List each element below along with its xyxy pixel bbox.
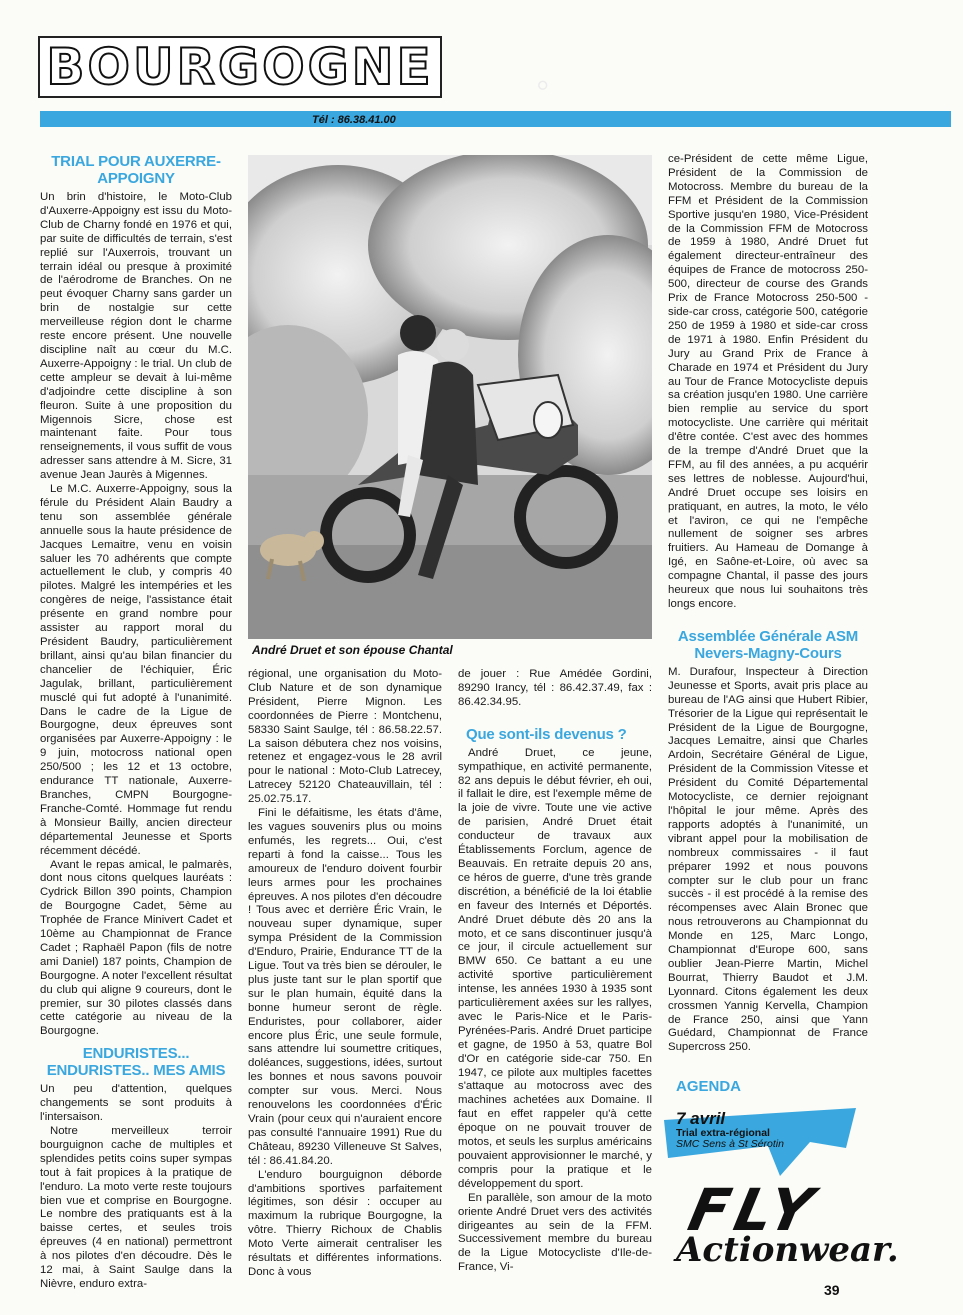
agenda-event: Trial extra-régional	[676, 1126, 770, 1139]
header-phone: Tél : 86.38.41.00	[312, 114, 396, 126]
paragraph: de jouer : Rue Amédée Gordini, 89290 Irancy, tél : 86.42.37.49, fax : 86.42.34.95.	[458, 668, 652, 708]
heading-assemblee: Assemblée Générale ASM Nevers-Magny-Cours	[677, 627, 859, 662]
agenda-entry	[676, 1110, 784, 1150]
paragraph: L'enduro bourguignon déborde d'ambitions sportives parfaitement légitimes, son désir : occuper au maximum la rubrique Bourgogne, la vôtre. Thierry Richoux de Chablis Moto Verte aimerait centraliser les résultats et différentes informations. Donc à vous	[248, 1168, 442, 1278]
paragraph: Un brin d'histoire, le Moto-Club d'Auxerre-Appoigny est issu du Moto-Club de Charny fondé en 1976 et qui, par suite de difficultés de terrain, s'est replié sur l'Auxerrois, trouvant un terrain idéal ou presque à proximité de l'aérodrome de Branches. On ne peut évoquer Charny sans garder un brin de nostalgie sur cette merveilleuse région dont le charme reste encore présent. Une nouvelle discipline naît au cœur du M.C. Auxerre-Appoigny : le trial. Un club de cette ampleur se devait à lui-même d'adjoindre cette discipline à son fleuron. Suite à une proposition du Migennois Sicre, chose est maintenant faite. Pour tous renseignements, il vous suffit de vous adresser sans attendre à M. Sicre, 31 avenue Jean Jaurès à Migennes.	[40, 191, 232, 482]
paragraph: Fini le défaitisme, les états d'âme, les vagues souvenirs plus ou moins enfumés, les regrets... Oui, c'est reparti à fond la caisse... Tous les amoureux de l'enduro doivent fourbir leurs armes pour les prochaines épreuves. A nos pilotes d'en découdre ! Tous avec et derrière Éric Vrain, le nouveau super dynamique, super sympa Président de la Commission d'Enduro, Prairie, Endurance TT de la Ligue. Tout va très bien se dérouler, le plus juste tant sur le plan sportif que sur le plan humain, équité dans la bonne humeur seront de règle. Enduristes, pour collaborer, aider encore plus Éric, une seule formule, sans attendre lui soumettre critiques, doléances, suggestions, idées, surtout les bonnes et nous savons pouvoir compter sur vous. Merci. Nous renouvelons les coordonnées d'Éric Vrain (pour ceux qui n'auraient encore pas consulté l'annuaire 1991) Rue du Château, 89230 Villeneuve St Salves, tél : 86.41.84.20.	[248, 807, 442, 1167]
photo-caption: André Druet et son épouse Chantal	[252, 643, 453, 657]
column-4	[668, 153, 868, 1055]
bleed-through-text: ◦	[536, 64, 552, 106]
title-box	[38, 36, 442, 98]
heading-trial: TRIAL POUR AUXERRE-APPOIGNY	[51, 153, 221, 187]
paragraph: Un peu d'attention, quelques changements se sont produits à l'intersaison.	[40, 1083, 232, 1124]
paragraph: M. Durafour, Inspecteur à Direction Jeunesse et Sports, avait pris place au bureau de l'AG ainsi que Hubert Ribier, Trésorier de la Ligue qui représentait le Président de la Ligue de Bourgogne, Jacques Lemaitre, ainsi que Charles Ardoin, Secrétaire Général de Ligue, Président de la Commission Vitesse et Président du Comité Départemental Motocycliste, ce dernier rejoignant l'hôpital le jour même. Après des rapports adoptés à l'unanimité, un vibrant appel pour la mobilisation de nombreux commissaires - il faut préparer 1992 et nous pouvons compter sur le club pour un franc succès - il est procédé à la remise des récompenses avec Alain Bronec que nous retrouverons au Championnat du Monde en 125, Marc Longo, Championnat d'Europe 600, sans oublier Jean-Pierre Martin, Michel Bourrat, Thierry Baudot et J.M. Lyonnard. Citons également les deux crossmen Yannig Kervella, Champion de France 250, ainsi que Yann Guédard, Championnat de France Supercross 250.	[668, 665, 868, 1054]
column-1	[40, 153, 232, 1292]
page-number: 39	[824, 1282, 840, 1298]
paragraph: ce-Président de cette même Ligue, Président de la Commission de Motocross. Membre du bureau de la FFM et Président de la Commission Sportive jusqu'en 1980, Vice-Président de la Commission FFM de Motocross de 1959 à 1980, André Druet fut également directeur-entraîneur des équipes de France de motocross 250-500, directeur de course des Grands Prix de France Motocross 250-500 - side-car cross, catégorie 500, catégorie 250 de 1959 à 1980 et side-car cross de 1971 à 1980. Enfin Président du Jury au Grand Prix de France à Charade en 1974 et Président du Jury au Tour de France Motocycliste depuis sa création jusqu'en 1980. Une carrière bien remplie au service du sport motocycliste. Une carrière qui méritait d'être contée. C'est avec des hommes de la trempe d'André Druet que la FFM, au fil des années, a pu acquérir ses lettres de noblesse. Aujourd'hui, André Druet occupe ses loisirs en pratiquant, en autres, la moto, le vélo et l'aviron, ce qui ne l'empêche nullement de soigner ses arbres fruitiers. Au Hameau de Domange à Igé, en Saône-et-Loire, où avec sa compagne Chantal, il passe des jours heureux que nous lui souhaitons très longs encore.	[668, 153, 868, 610]
agenda-heading: AGENDA	[676, 1078, 742, 1095]
photo-illustration	[248, 155, 652, 639]
agenda-place: SMC Sens à St Sérotin	[676, 1137, 784, 1150]
paragraph: Avant le repas amical, le palmarès, dont nous citons quelques lauréats : Cydrick Billon 390 points, Champion de Bourgogne Cadet, 5ème au Trophée de France Minivert Cadet et 10ème au Championnat de France Cadet ; Raphaël Papon (fils de notre ami Daniel) 187 points, Champion de Bourgogne. A noter l'excellent résultat du club qui aligne 9 coureurs, dont le premier, sur 30 pilotes classés dans cette catégorie au niveau de la Bourgogne.	[40, 858, 232, 1038]
photo-andre-druet	[248, 155, 652, 639]
agenda-date: 7 avril	[676, 1109, 726, 1128]
paragraph: En parallèle, son amour de la moto oriente André Druet vers des activités dirigeantes au sein de la FFM. Successivement membre du bureau de la Ligue Motocycliste d'Ile-de-France, Vi-	[458, 1191, 652, 1274]
paragraph: André Druet, ce jeune, sympathique, en activité permanente, 82 ans depuis le début février, eh oui, il fallait le dire, est l'exemple même de la joie de vivre. Toute une vie active de parisien, André Druet était conducteur de travaux aux Établissements Forclum, agence de Beauvais. En retraite depuis 20 ans, ce héros de guerre, d'une très grande discrétion, a bénéficié de la loi établie en faveur des Internés et Déportés. André Druet débute dès 20 ans la moto, et ce sans discontinuer jusqu'à ce jour, il circule actuellement sur BMW 650. Ce battant a eu une activité sportive particulièrement intense, les années 1930 à 1935 sont particulièrement axées sur les rallyes, avec le Paris-Nice et le Paris-Pyrénées-Paris. André Druet participe et gagne, de 1950 à 53, quatre Bol d'Or en catégorie side-car 750. En 1947, ce pilote aux multiples facettes s'attaque au motocross avec des machines achetées aux Domaine. Il faut en effet rappeler qu'à cette époque on ne pouvait trouver de motos, et seuls les surplus américains pouvaient approvisionner le marché, y compris pour la pratique et le développement du sport.	[458, 746, 652, 1190]
paragraph: Le M.C. Auxerre-Appoigny, sous la férule du Président Alain Baudry a tenu son assemblée générale annuelle sous la haute présidence de Jacques Lemaitre, venu en voisin saluer les 70 adhérents que compte actuellement le club, y compris 40 pilotes. Malgré les intempéries et les congères de neige, l'assistance était présente en grand nombre pour assister au rapport moral du Président Baudry, particulièrement brillant, ainsi qu'au bilan financier du chancelier de l'échiquier, Éric Jagulak, brillant, particulièrement musclé qui fut adopté à l'unanimité. Dans le cadre de la Ligue de Bourgogne, deux épreuves sont organisées par Auxerre-Appoigny : le 9 juin, motocross national open 250/500 ; les 12 et 13 octobre, endurance TT nationale, Auxerre-Branches, CMPN Bourgogne-Franche-Comté. Hommage fut rendu à Monsieur Bailly, ancien directeur départemental Jeunesse et Sports récemment décédé.	[40, 483, 232, 857]
heading-que-sont-ils: Que sont-ils devenus ?	[466, 725, 627, 743]
header-blue-bar	[40, 111, 951, 127]
paragraph: régional, une organisation du Moto-Club Nature et de son dynamique Président, Pierre Mignon. Les coordonnées de Pierre : Montchenu, 58330 Saint Saulge, tél : 86.58.22.57. La saison débutera chez nos voisins, retenez et engagez-vous le 28 avril pour le national : Moto-Club Latrecey, Latrecey 52120 Chateauvillain, tél : 25.02.75.17.	[248, 668, 442, 806]
column-3	[458, 668, 652, 1275]
fly-logo: FLY	[682, 1176, 825, 1244]
column-2	[248, 668, 442, 1280]
fly-tagline: Actionwear.	[676, 1230, 899, 1270]
heading-enduro: ENDURISTES... ENDURISTES.. MES AMIS	[46, 1045, 226, 1080]
paragraph: Notre merveilleux terroir bourguignon cache de multiples et splendides petits coins super sympas tout à fait propices à la pratique de l'enduro. La moto verte reste toujours bien vue et comprise en Bourgogne. Le nombre des pratiquants est à la baisse certes, et seules trois épreuves (4 en national) permettront à nos pilotes d'en découdre. Dès le 12 mai, à Saint Saulge dans la Nièvre, enduro extra-	[40, 1125, 232, 1290]
page-title: BOURGOGNE	[46, 38, 434, 96]
